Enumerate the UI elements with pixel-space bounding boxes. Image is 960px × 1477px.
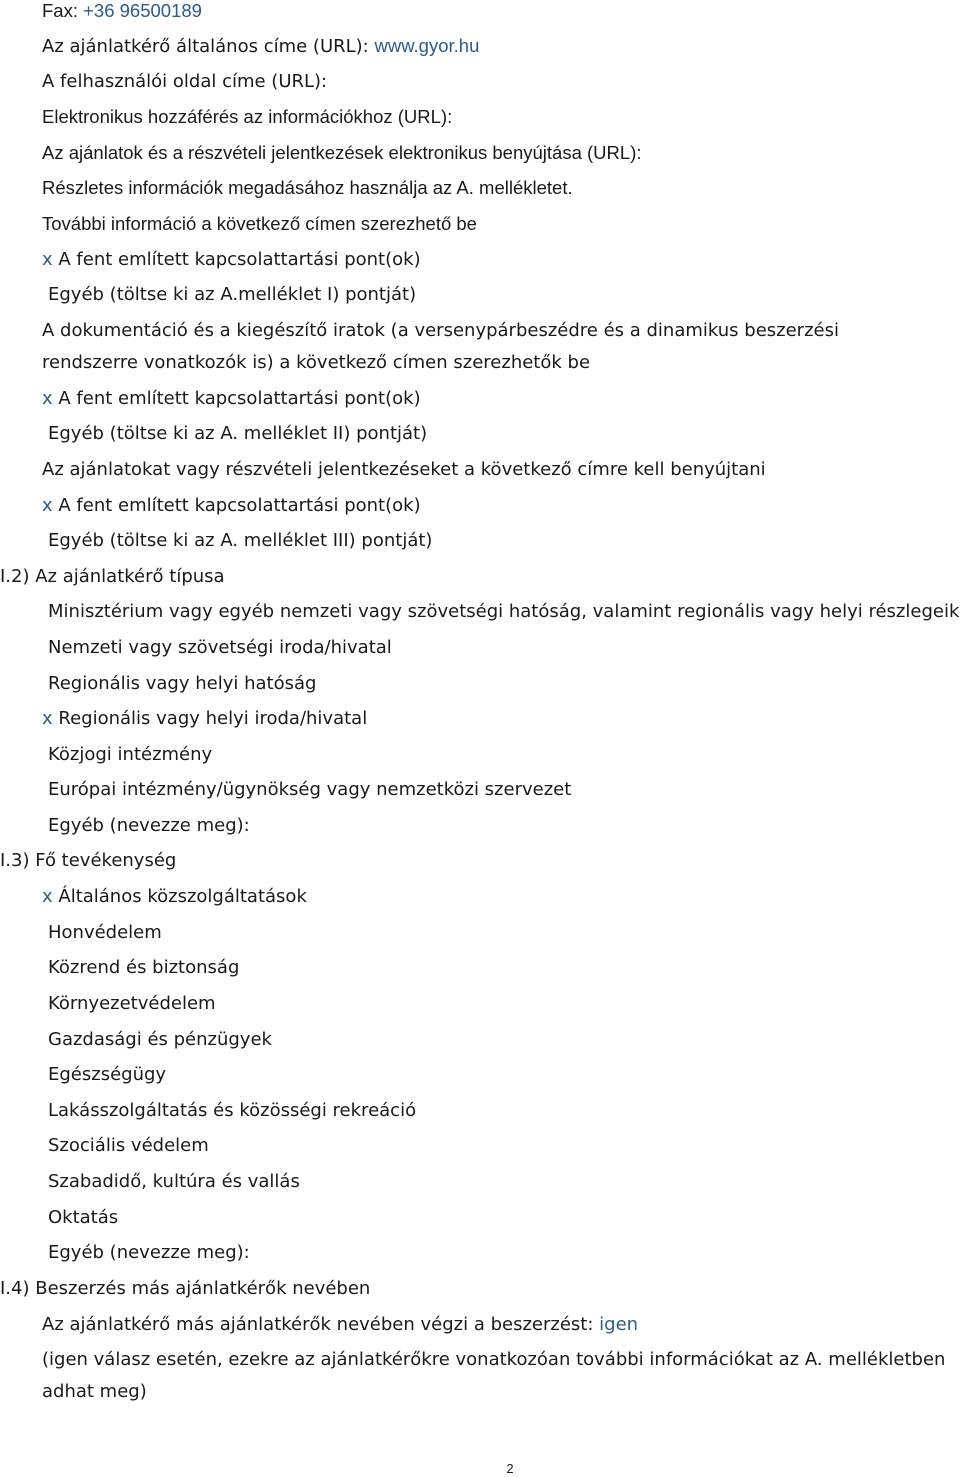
details-line: Részletes információk megadásához használja az A. mellékletet. xyxy=(42,177,573,198)
i4-note-line2: adhat meg) xyxy=(42,1381,147,1402)
i2-item-public-law-body: Közjogi intézmény xyxy=(48,744,213,765)
fax-value[interactable]: +36 96500189 xyxy=(83,0,202,21)
i3-item-social-protection: Szociális védelem xyxy=(48,1135,209,1156)
fax-label: Fax: xyxy=(42,0,84,21)
electronic-access-line: Elektronikus hozzáférés az információkhoz (URL): xyxy=(42,106,453,127)
i4-question-label: Az ajánlatkérő más ajánlatkérők nevében végzi a beszerzést: xyxy=(42,1314,600,1335)
documents-option-other: Egyéb (töltse ki az A. melléklet II) pontját) xyxy=(48,423,428,444)
electronic-submission-line: Az ajánlatok és a részvételi jelentkezések elektronikus benyújtása (URL): xyxy=(42,142,642,163)
i2-item-european-institution: Európai intézmény/ügynökség vagy nemzetközi szervezet xyxy=(48,779,572,800)
fax-line xyxy=(42,0,202,22)
checkmark-x-icon: x xyxy=(42,388,53,409)
i3-item-public-order: Közrend és biztonság xyxy=(48,957,240,978)
i3-item-general-services xyxy=(42,886,307,908)
url-link[interactable]: www.gyor.hu xyxy=(374,35,480,56)
option-label: Regionális vagy helyi iroda/hivatal xyxy=(52,708,368,729)
i2-item-ministry: Minisztérium vagy egyéb nemzeti vagy szövetségi hatóság, valamint regionális vagy helyi részlegeik xyxy=(48,601,960,622)
section-i4-title: I.4) Beszerzés más ajánlatkérők nevében xyxy=(0,1278,371,1299)
i3-item-defence: Honvédelem xyxy=(48,922,162,943)
i3-item-education: Oktatás xyxy=(48,1207,119,1228)
i3-item-recreation: Szabadidő, kultúra és vallás xyxy=(48,1171,300,1192)
i4-note-line1: (igen válasz esetén, ezekre az ajánlatkérőkre vonatkozóan további információkat az A. mellékletben xyxy=(42,1349,946,1370)
url-label: Az ajánlatkérő általános címe (URL): xyxy=(42,36,375,57)
buyer-profile-line: A felhasználói oldal címe (URL): xyxy=(42,71,328,92)
i2-item-regional-office xyxy=(42,708,367,730)
submission-heading: Az ajánlatokat vagy részvételi jelentkezéseket a következő címre kell benyújtani xyxy=(42,459,766,480)
url-line xyxy=(42,35,479,58)
further-info-option-other: Egyéb (töltse ki az A.melléklet I) pontját) xyxy=(48,284,417,305)
further-info-option-contact xyxy=(42,249,421,271)
option-label: A fent említett kapcsolattartási pont(ok) xyxy=(52,495,421,516)
documents-option-contact xyxy=(42,388,421,410)
i2-item-other: Egyéb (nevezze meg): xyxy=(48,815,250,836)
i3-item-economic-affairs: Gazdasági és pénzügyek xyxy=(48,1029,272,1050)
documents-heading-line1: A dokumentáció és a kiegészítő iratok (a versenypárbeszédre és a dinamikus beszerzési xyxy=(42,320,839,341)
checkmark-x-icon: x xyxy=(42,708,53,729)
i3-item-environment: Környezetvédelem xyxy=(48,993,216,1014)
option-label: Általános közszolgáltatások xyxy=(52,886,307,907)
checkmark-x-icon: x xyxy=(42,249,53,270)
documents-heading-line2: rendszerre vonatkozók is) a következő címen szerezhetők be xyxy=(42,352,591,373)
i2-item-national-office: Nemzeti vagy szövetségi iroda/hivatal xyxy=(48,637,392,658)
i2-item-regional-authority: Regionális vagy helyi hatóság xyxy=(48,673,317,694)
section-i2-title: I.2) Az ajánlatkérő típusa xyxy=(0,566,225,587)
page-number: 2 xyxy=(506,1461,514,1476)
option-label: A fent említett kapcsolattartási pont(ok) xyxy=(52,249,421,270)
i4-question xyxy=(42,1314,638,1336)
section-i3-title: I.3) Fő tevékenység xyxy=(0,850,177,871)
i3-item-housing: Lakásszolgáltatás és közösségi rekreáció xyxy=(48,1100,417,1121)
checkmark-x-icon: x xyxy=(42,886,53,907)
option-label: A fent említett kapcsolattartási pont(ok) xyxy=(52,388,421,409)
i3-item-health: Egészségügy xyxy=(48,1064,167,1085)
checkmark-x-icon: x xyxy=(42,495,53,516)
further-info-heading: További információ a következő címen szerezhető be xyxy=(42,213,477,234)
submission-option-other: Egyéb (töltse ki az A. melléklet III) pontját) xyxy=(48,530,433,551)
i4-answer-value: igen xyxy=(599,1314,639,1335)
i3-item-other: Egyéb (nevezze meg): xyxy=(48,1242,250,1263)
submission-option-contact xyxy=(42,495,421,517)
